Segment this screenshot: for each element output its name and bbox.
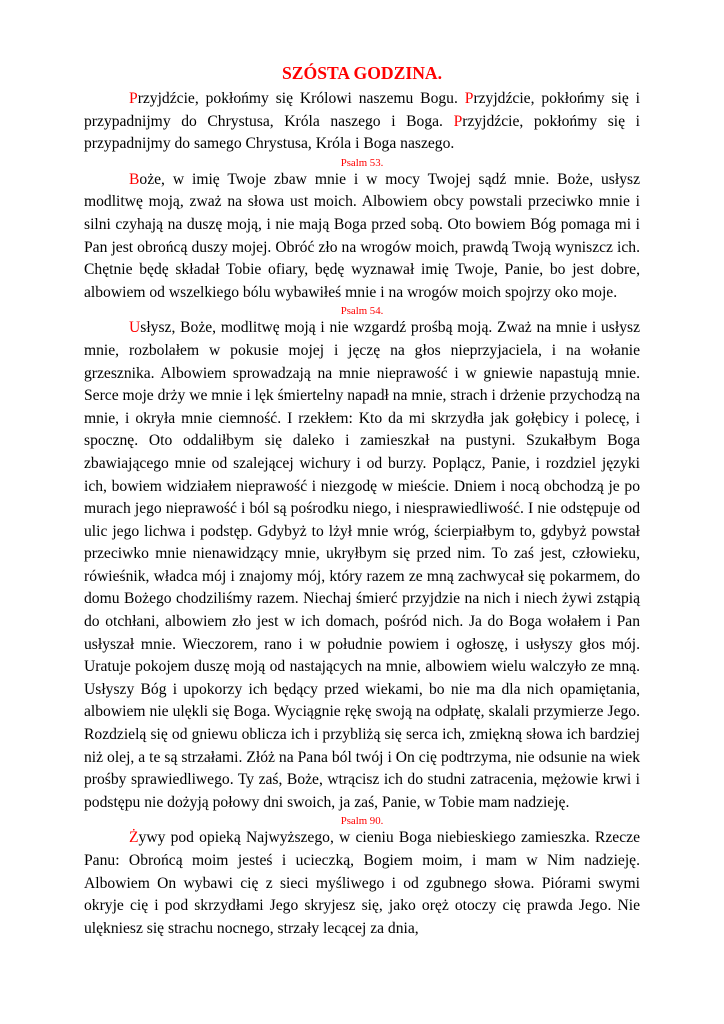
psalm-paragraph xyxy=(84,169,640,305)
drop-letter: P xyxy=(453,112,463,130)
drop-letter: P xyxy=(129,90,138,107)
psalm-heading: Psalm 53. xyxy=(340,156,384,169)
psalm-paragraph xyxy=(84,317,640,814)
psalm-paragraph xyxy=(84,827,640,940)
drop-letter: Ż xyxy=(129,829,139,847)
psalm-text: ywy pod opieką Najwyższego, w cieniu Boga niebieskiego zamieszka. Rzecze Panu: Obrońcą moim jesteś i ucieczką, Bogiem moim, i mam w Nim nadzieję. Albowiem On wybawi cię z sieci myśliwego i od zgubnego słowa. Piórami swymi okryje cię i pod skrzydłami Jego skryjesz się, jako oręż otoczy cię prawda Jego. Nie ulękniesz się strachu nocnego, strzały lecącej za dnia, xyxy=(84,829,640,937)
invitatory-text: rzyjdźcie, pokłońmy się i przypadnijmy do samego Chrystusa, Króla i Boga naszego. xyxy=(84,112,640,153)
psalm-text: oże, w imię Twoje zbaw mnie i w mocy Twojej sądź mnie. Boże, usłysz modlitwę moją, zważ na słowa ust moich. Albowiem obcy powstali przeciwko mnie i silni czyhają na duszę moją, i nie mają Boga przed sobą. Oto bowiem Bóg pomaga mi i Pan jest obrońcą duszy mojej. Obróć zło na wrogów moich, prawdą Twoją wyniszcz ich. Chętnie będę składał Tobie ofiary, będę wyznawał imię Twoje, Panie, bo jest dobre, albowiem od wszelkiego bólu wybawiłeś mnie i na wrogów moich spojrzy oko moje. xyxy=(84,170,640,301)
psalm-text: słysz, Boże, modlitwę moją i nie wzgardź prośbą moją. Zważ na mnie i usłysz mnie, rozbolałem w pokusie mojej i jęczę na głos nieprzyjaciela, i na wołanie grzesznika. Albowiem sprowadzają na mnie nieprawość i w gniewie napastują mnie. Serce moje drży we mnie i lęk śmiertelny napadł na mnie, strach i drżenie przychodzą na mnie, i okryła mnie ciemność. I rzekłem: Kto da mi skrzydła jak gołębicy i polecę, i spocznę. Oto oddaliłbym się daleko i zamieszkał na pustyni. Szukałbym Boga zbawiającego mnie od szalejącej wichury i od burzy. Poplącz, Panie, i rozdziel języki ich, bowiem widziałem nieprawość i niezgodę w mieście. Dniem i nocą obchodzą je po murach jego nieprawość i ból są pośrodku niego, i niesprawiedliwość. I nie odstępuje od ulic jego lichwa i podstęp. Gdybyż to lżył mnie wróg, ścierpiałbym to, gdybyż powstał przeciwko mnie nienawidzący mnie, ukryłbym się przed nim. To zaś jest, człowieku, rówieśnik, władca mój i znajomy mój, który razem ze mną zachwycał się pokarmem, do domu Bożego chodziliśmy razem. Niechaj śmierć przyjdzie na nich i niech żywi zstąpią do otchłani, albowiem zło jest w ich domach, pośród nich. Ja do Boga wołałem i Pan usłyszał mnie. Wieczorem, rano i w południe powiem i ogłoszę, i usłyszy głos mój. Uratuje pokojem duszę moją od nastających na mnie, albowiem wielu walczyło ze mną. Usłyszy Bóg i upokorzy ich będący przed wiekami, bo nie ma dla nich opamiętania, albowiem nie ulękli się Boga. Wyciągnie rękę swoją na odpłatę, skalali przymierze Jego. Rozdzielą się od gniewu oblicza ich i przybliżą się serca ich, zmiękną słowa ich bardziej niż olej, a te są strzałami. Złóż na Pana ból twój i On cię podtrzyma, nie odsunie na wiek prośby sprawiedliwego. Ty zaś, Boże, wtrącisz ich do studni zatracenia, mężowie krwi i podstępu nie dożyją połowy dni swoich, ja zaś, Panie, w Tobie mam nadzieję. xyxy=(84,319,640,811)
page-title: SZÓSTA GODZINA. xyxy=(281,63,443,83)
invitatory-paragraph xyxy=(84,88,640,156)
drop-letter: B xyxy=(129,170,140,188)
psalm-heading: Psalm 54. xyxy=(340,305,384,318)
invitatory-text: rzyjdźcie, pokłońmy się Królowi naszemu Bogu. xyxy=(137,90,465,107)
drop-letter: P xyxy=(464,90,474,107)
psalm-heading: Psalm 90. xyxy=(340,815,384,828)
invitatory-text: rzyjdźcie, pokłońmy się i przypadnijmy do Chrystusa, Króla naszego i Boga. xyxy=(84,90,640,130)
document-page xyxy=(84,62,640,940)
drop-letter: U xyxy=(129,319,141,337)
